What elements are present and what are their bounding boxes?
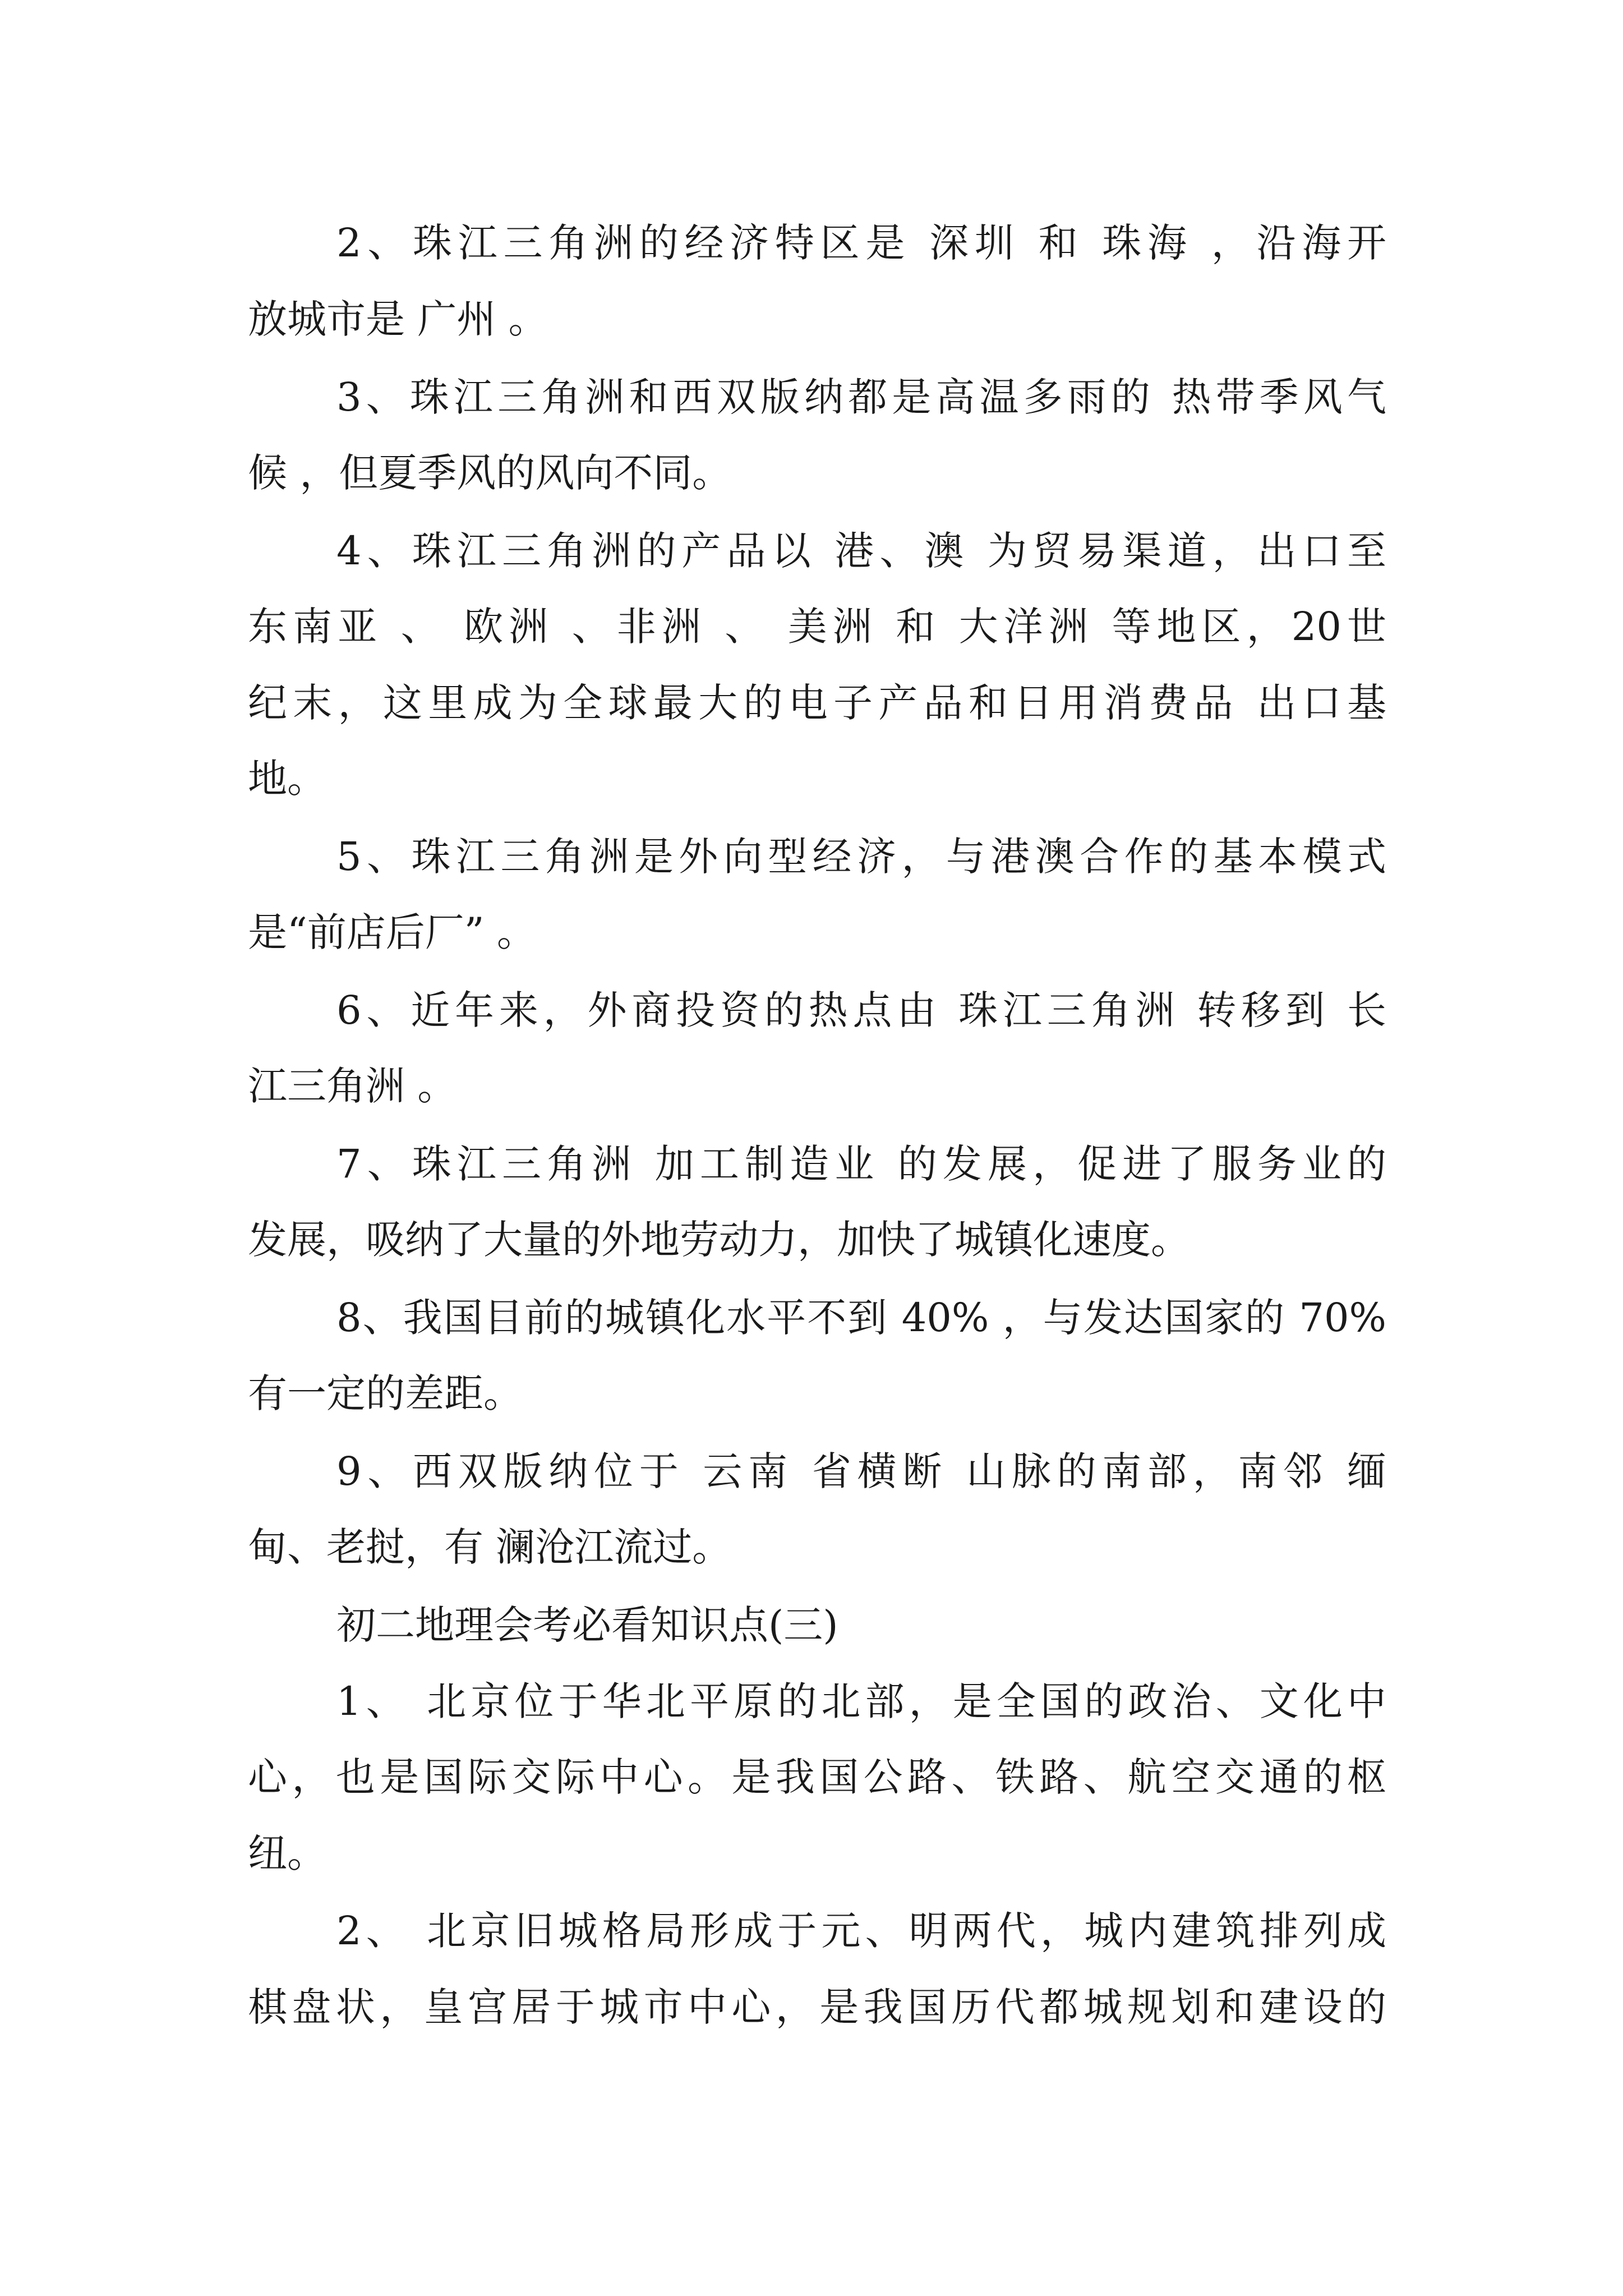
text-line: 东南亚 、 欧洲 、非洲 、 美洲 和 大洋洲 等地区，20世 [248, 604, 1386, 650]
text-line: 甸、老挝，有 澜沧江流过。 [248, 1524, 732, 1570]
text-line: 棋盘状，皇宫居于城市中心，是我国历代都城规划和建设的 [248, 1984, 1386, 2030]
text-line: 放城市是 广州 。 [248, 296, 548, 342]
section-heading: 初二地理会考必看知识点(三) [336, 1602, 838, 1648]
text-line: 有一定的差距。 [248, 1370, 523, 1416]
text-line: 2、珠江三角洲的经济特区是 深圳 和 珠海 ，沿海开 [336, 220, 1386, 266]
text-line: 纽。 [248, 1830, 326, 1876]
text-line: 1、 北京位于华北平原的北部，是全国的政治、文化中 [336, 1678, 1386, 1724]
text-line: 3、珠江三角洲和西双版纳都是高温多雨的 热带季风气 [336, 374, 1386, 420]
text-line: 6、近年来，外商投资的热点由 珠江三角洲 转移到 长 [336, 987, 1386, 1033]
text-line: 5、珠江三角洲是外向型经济，与港澳合作的基本模式 [336, 834, 1386, 880]
text-line: 是“前店后厂” 。 [248, 909, 536, 955]
text-line: 江三角洲 。 [248, 1063, 457, 1109]
text-line: 发展，吸纳了大量的外地劳动力，加快了城镇化速度。 [248, 1217, 1190, 1263]
text-line: 7、珠江三角洲 加工制造业 的发展，促进了服务业的 [336, 1141, 1386, 1187]
text-line: 4、珠江三角洲的产品以 港、澳 为贸易渠道，出口至 [336, 528, 1386, 574]
text-line: 纪末，这里成为全球最大的电子产品和日用消费品 出口基 [248, 680, 1386, 726]
text-line: 8、我国目前的城镇化水平不到 40% ，与发达国家的 70% [336, 1295, 1386, 1341]
text-line: 心，也是国际交际中心。是我国公路、铁路、航空交通的枢 [248, 1754, 1386, 1800]
text-line: 2、 北京旧城格局形成于元、明两代，城内建筑排列成 [336, 1908, 1386, 1954]
text-line: 9、西双版纳位于 云南 省横断 山脉的南部，南邻 缅 [336, 1448, 1386, 1494]
text-line: 地。 [248, 756, 326, 802]
text-line: 候 ，但夏季风的风向不同。 [248, 450, 732, 496]
